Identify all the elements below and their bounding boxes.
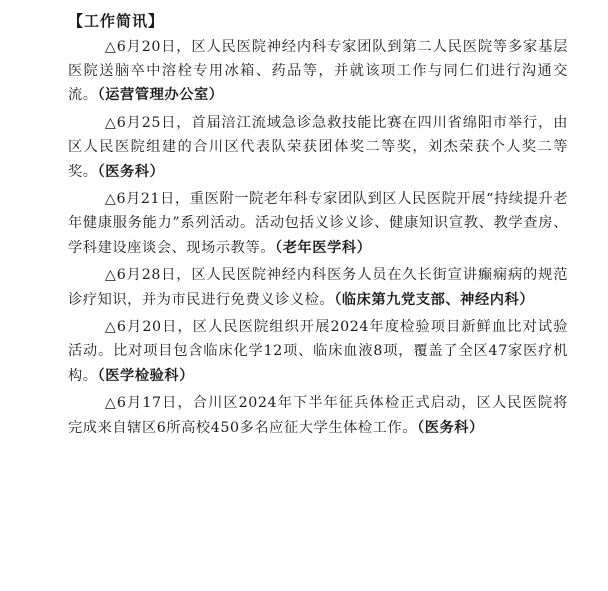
news-item [68, 391, 568, 439]
news-item [68, 187, 568, 260]
news-item-text: △6月20日，区人民医院神经内科专家团队到第二人民医院等多家基层医院送脑卒中溶栓专用冰箱、药品等，并就该项工作与同仁们进行沟通交流。 [68, 39, 568, 104]
news-item [68, 111, 568, 184]
news-item-department: （医务科） [417, 419, 484, 436]
news-item-text: △6月17日，合川区2024年下半年征兵体检正式启动，区人民医院将完成来自辖区6所高校450多名应征大学生体检工作。 [68, 395, 568, 436]
news-item-department: （医务科） [97, 163, 165, 180]
news-item [68, 35, 568, 108]
news-item [68, 263, 568, 311]
news-item-text: △6月25日，首届涪江流域急诊急救技能比赛在四川省绵阳市举行，由区人民医院组建的合川区代表队荣获团体奖二等奖，刘杰荣获个人奖二等奖。 [68, 115, 568, 180]
news-item-text: △6月28日，区人民医院神经内科医务人员在久长街宣讲癫痫病的规范诊疗知识，并为市民进行免费义诊义检。 [68, 267, 568, 308]
news-item-department: （医学检验科） [97, 367, 194, 384]
section-title: 【工作简讯】 [68, 12, 165, 30]
news-item-department: （运营管理办公室） [97, 87, 224, 104]
news-item [68, 315, 568, 388]
news-item-department: （临床第九党支部、神经内科） [334, 291, 535, 308]
news-list [68, 35, 568, 443]
news-item-text: △6月21日，重医附一院老年科专家团队到区人民医院开展“持续提升老年健康服务能力”系列活动。活动包括义诊义诊、健康知识宣教、教学查房、学科建设座谈会、现场示教等。 [68, 191, 568, 256]
news-item-text: △6月20日，区人民医院组织开展2024年度检验项目新鲜血比对试验活动。比对项目包含临床化学12项、临床血液8项，覆盖了全区47家医疗机构。 [68, 319, 568, 384]
news-item-department: （老年医学科） [275, 239, 372, 256]
